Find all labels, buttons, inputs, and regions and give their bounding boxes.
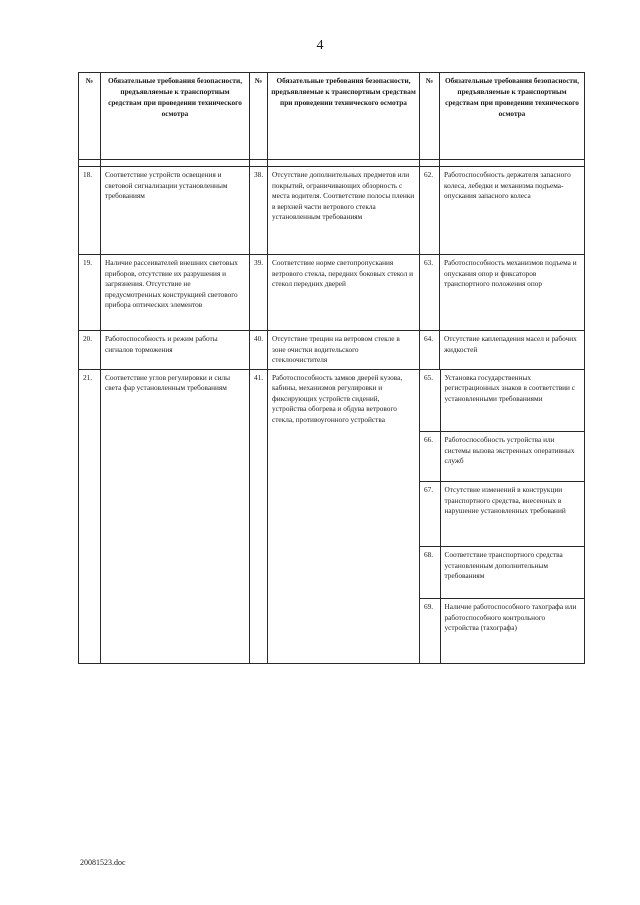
list-item <box>420 432 585 482</box>
header-spacer-row <box>79 160 585 167</box>
table-row <box>79 369 585 663</box>
requirement-text: Работоспособность замков дверей кузова, кабины, механизмов регулировки и фиксирующих устройств сидений, устройства обогрева и обдува ветрового стекла, противоугонного устройства <box>268 369 420 663</box>
item-number: 69. <box>420 599 440 663</box>
header-num-3: № <box>420 73 440 160</box>
requirement-text: Работоспособность и режим работы сигналов торможения <box>101 331 250 370</box>
requirement-text: Работоспособность устройства или системы вызова экстренных оперативных служб <box>440 432 585 482</box>
item-number: 66. <box>420 432 440 482</box>
header-title-3: Обязательные требования безопасности, предъявляемые к транспортным средствам при проведении технического осмотра <box>440 73 585 160</box>
table-row <box>79 331 585 370</box>
item-number: 18. <box>79 167 101 255</box>
item-number: 19. <box>79 255 101 331</box>
list-item <box>420 547 585 599</box>
requirement-text: Соответствие углов регулировки и силы света фар установленным требованиям <box>101 369 250 663</box>
item-number: 40. <box>250 331 268 370</box>
requirement-text: Работоспособность держателя запасного колеса, лебедки и механизма подъема-опускания запасного колеса <box>440 167 585 255</box>
list-item <box>420 482 585 547</box>
item-number: 65. <box>420 370 440 432</box>
requirement-text: Соответствие норме светопропускания ветрового стекла, передних боковых стекол и стекол передних дверей <box>268 255 420 331</box>
item-number: 62. <box>420 167 440 255</box>
item-number: 20. <box>79 331 101 370</box>
item-number: 21. <box>79 369 101 663</box>
document-filename: 20081523.doc <box>80 858 126 867</box>
requirement-text: Отсутствие каплепадения масел и рабочих жидкостей <box>440 331 585 370</box>
table-row <box>79 255 585 331</box>
requirement-text: Отсутствие трещин на ветровом стекле в зоне очистки водительского стеклоочистителя <box>268 331 420 370</box>
item-number: 68. <box>420 547 440 599</box>
item-number: 67. <box>420 482 440 547</box>
list-item <box>420 599 585 663</box>
requirement-text: Соответствие устройств освещения и световой сигнализации установленным требованиям <box>101 167 250 255</box>
header-title-1: Обязательные требования безопасности, предъявляемые к транспортным средствам при проведении технического осмотра <box>101 73 250 160</box>
nested-items-cell <box>420 369 585 663</box>
item-number: 41. <box>250 369 268 663</box>
item-number: 64. <box>420 331 440 370</box>
list-item <box>420 370 585 432</box>
table-row <box>79 167 585 255</box>
header-title-2: Обязательные требования безопасности, предъявляемые к транспортным средствам при проведении технического осмотра <box>268 73 420 160</box>
requirement-text: Отсутствие изменений в конструкции транспортного средства, внесенных в нарушение установленных требований <box>440 482 585 547</box>
requirement-text: Отсутствие дополнительных предметов или покрытий, ограничивающих обзорность с места водителя. Соответствие полосы пленки в верхней части ветрового стекла установленным требованиям <box>268 167 420 255</box>
table-header-row <box>79 73 585 160</box>
page-number: 4 <box>316 38 324 53</box>
item-number: 38. <box>250 167 268 255</box>
item-number: 39. <box>250 255 268 331</box>
requirement-text: Наличие рассеивателей внешних световых приборов, отсутствие их разрушения и загрязнения. Отсутствие не предусмотренных конструкцией светового прибора оптических элементов <box>101 255 250 331</box>
requirement-text: Соответствие транспортного средства установленным дополнительным требованиям <box>440 547 585 599</box>
requirement-text: Работоспособность механизмов подъема и опускания опор и фиксаторов транспортного положения опор <box>440 255 585 331</box>
requirement-text: Установка государственных регистрационных знаков в соответствии с установленными требованиями <box>440 370 585 432</box>
requirement-text: Наличие работоспособного тахографа или работоспособного контрольного устройства (тахографа) <box>440 599 585 663</box>
nested-items-table <box>420 370 585 663</box>
header-num-2: № <box>250 73 268 160</box>
item-number: 63. <box>420 255 440 331</box>
header-num-1: № <box>79 73 101 160</box>
requirements-table <box>78 72 585 664</box>
